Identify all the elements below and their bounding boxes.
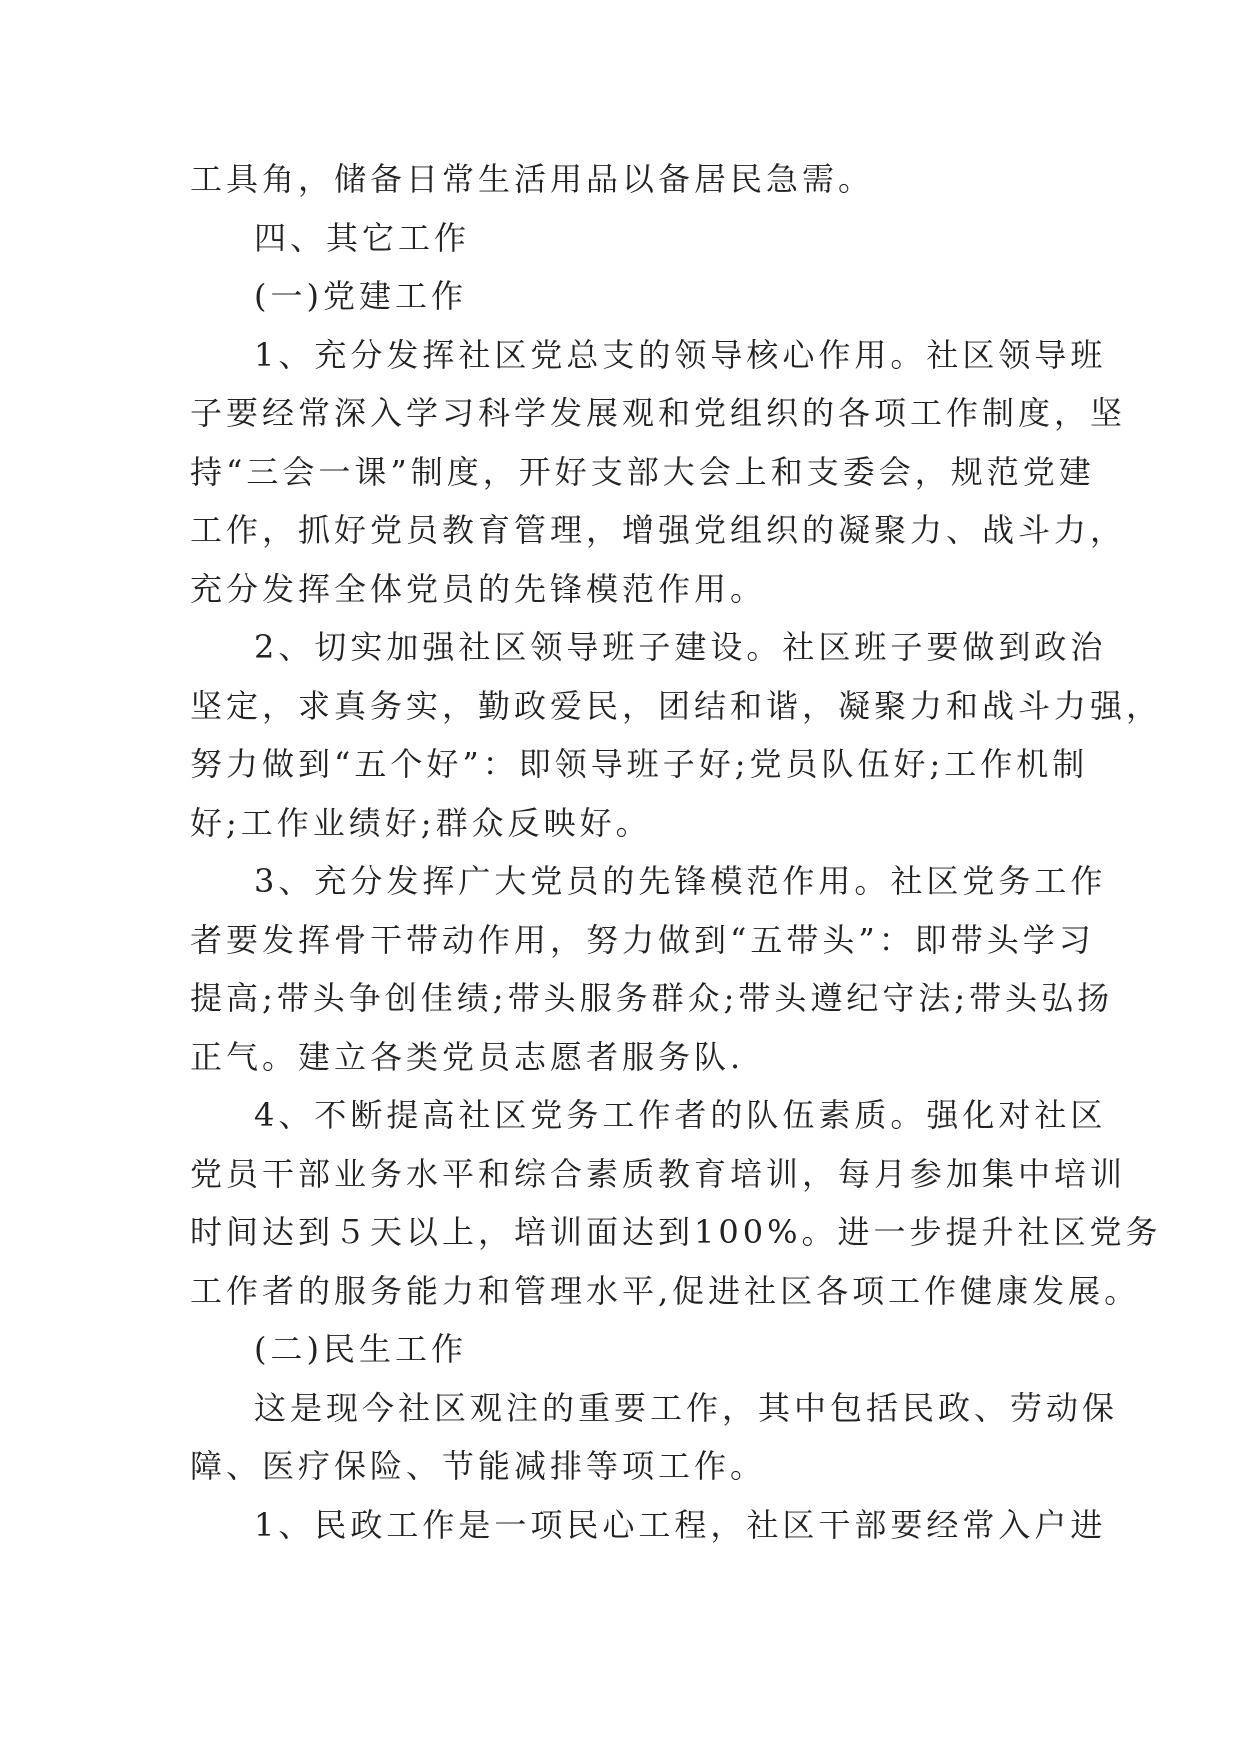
subsection-heading-livelihood: (二)民生工作 (254, 1330, 467, 1368)
text-line-12: 好;工作业绩好;群众反映好。 (190, 803, 652, 842)
text-line-24: 1、民政工作是一项民心工程，社区干部要经常入户进 (254, 1505, 1107, 1544)
text-line-5: 子要经常深入学习科学发展观和党组织的各项工作制度，坚 (190, 394, 1127, 432)
text-line-23: 障、医疗保险、节能减排等项工作。 (190, 1447, 767, 1485)
text-line-9: 2、切实加强社区领导班子建设。社区班子要做到政治 (254, 628, 1107, 666)
subsection-heading-party-building: (一)党建工作 (254, 277, 467, 315)
text-line-6: 持“三会一课”制度，开好支部大会上和支委会，规范党建 (190, 452, 1095, 491)
text-line-11: 努力做到“五个好”：即领导班子好;党员队伍好;工作机制 (190, 745, 1089, 783)
text-line-19: 时间达到５天以上，培训面达到100%。进一步提升社区党务 (190, 1213, 1162, 1251)
text-line-18: 党员干部业务水平和综合素质教育培训，每月参加集中培训 (190, 1154, 1127, 1193)
text-line-13: 3、充分发挥广大党员的先锋模范作用。社区党务工作 (254, 862, 1107, 900)
text-line-10: 坚定，求真务实，勤政爱民，团结和谐，凝聚力和战斗力强， (190, 686, 1163, 725)
text-line-16: 正气。建立各类党员志愿者服务队. (190, 1037, 745, 1076)
section-heading-other-work: 四、其它工作 (254, 218, 471, 257)
text-line-17: 4、不断提高社区党务工作者的队伍素质。强化对社区 (254, 1096, 1107, 1134)
text-line-15: 提高;带头争创佳绩;带头服务群众;带头遵纪守法;带头弘扬 (190, 979, 1114, 1017)
text-line-4: 1、充分发挥社区党总支的领导核心作用。社区领导班 (254, 335, 1107, 374)
text-line-8: 充分发挥全体党员的先锋模范作用。 (190, 569, 767, 608)
text-line-14: 者要发挥骨干带动作用，努力做到“五带头”：即带头学习 (190, 920, 1095, 959)
document-page (190, 150, 1163, 1554)
text-line-22: 这是现今社区观注的重要工作，其中包括民政、劳动保 (254, 1388, 1119, 1427)
text-line-20: 工作者的服务能力和管理水平,促进社区各项工作健康发展。 (190, 1271, 1141, 1310)
text-line-7: 工作，抓好党员教育管理，增强党组织的凝聚力、战斗力， (190, 511, 1127, 549)
text-line-1: 工具角，储备日常生活用品以备居民急需。 (190, 160, 875, 198)
